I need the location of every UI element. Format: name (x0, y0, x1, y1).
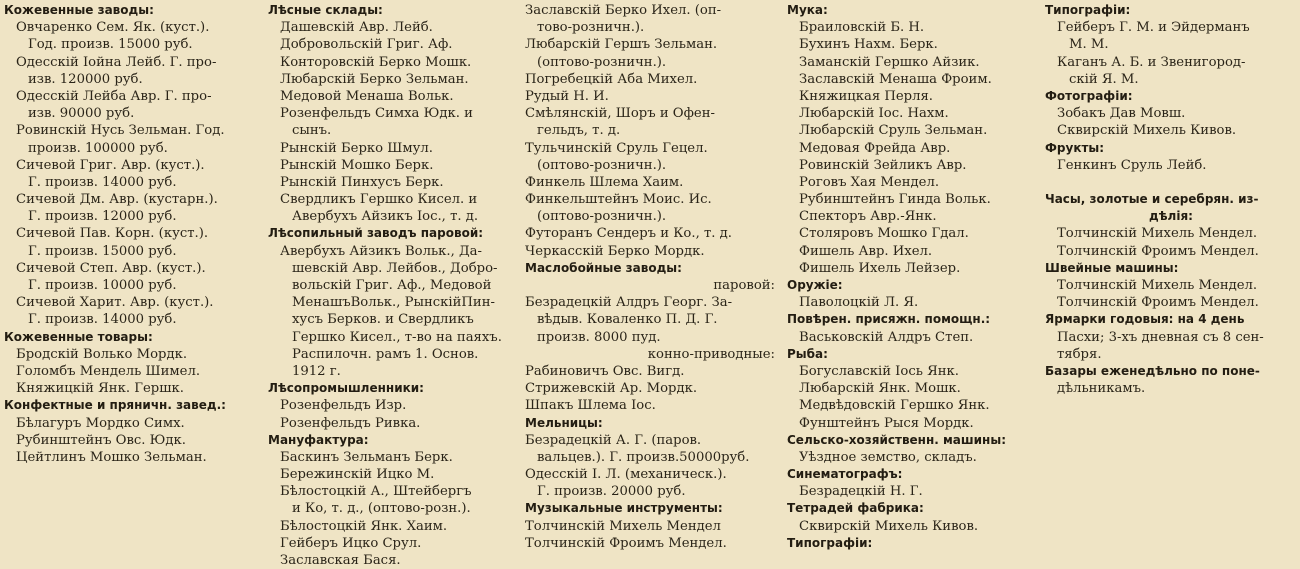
entry-line: Одесскій Лейба Авр. Г. про- (16, 88, 212, 104)
entry-line: Одесскій Іойна Лейб. Г. про- (16, 54, 217, 70)
section-heading: Повѣрен. присяжн. помощн.: (787, 312, 991, 327)
entry-line: Любарскій Янк. Мошк. (799, 381, 961, 397)
entry-line: Рубинштейнъ Овс. Юдк. (16, 432, 186, 448)
entry-line: изв. 90000 руб. (28, 106, 135, 122)
entry-line: Каганъ А. Б. и Звенигород- (1057, 54, 1246, 70)
entry-line: Уѣздное земство, складъ. (799, 449, 977, 465)
entry-line: Авербухъ Айзикъ Вольк., Да- (280, 243, 483, 259)
section-heading: дѣлія: (1149, 209, 1193, 224)
entry-line: Браиловскій Б. Н. (799, 20, 925, 36)
entry-line: Г. произв. 12000 руб. (28, 209, 177, 225)
entry-line: Любарскій Сруль Зельман. (799, 123, 988, 139)
entry-line: Заславская Бася. (280, 553, 401, 568)
section-heading: Лѣсопильный заводъ паровой: (268, 226, 484, 241)
entry-line: Шпакъ Шлема Іос. (525, 398, 656, 414)
entry-line: Роговъ Хая Мендел. (799, 174, 940, 190)
entry-line: Бѣлостоцкій Янк. Хаим. (280, 518, 448, 534)
entry-line: Толчинскій Михель Мендел. (1057, 278, 1258, 293)
entry-line: Зобакъ Дав Мовш. (1057, 106, 1186, 122)
entry-line: скій Я. М. (1069, 71, 1139, 87)
column-5 (1045, 2, 1297, 397)
entry-line: Богуславскій Іось Янк. (799, 363, 959, 379)
entry-line: Толчинскій Фроимъ Мендел. (525, 535, 727, 551)
entry-line: Дашевскій Авр. Лейб. (280, 20, 433, 36)
entry-line: Стрижевскій Ар. Мордк. (525, 381, 698, 397)
entry-line: Свердликъ Гершко Кисел. и (280, 192, 478, 208)
section-heading: Фрукты: (1045, 140, 1105, 155)
entry-line: Овчаренко Сем. Як. (куст.). (16, 20, 210, 36)
entry-line: изв. 120000 руб. (28, 71, 143, 87)
entry-line: произв. 8000 пуд. (537, 329, 661, 345)
entry-line: Княжицкій Янк. Гершк. (16, 381, 184, 397)
entry-line: Спекторъ Авр.-Янк. (799, 209, 937, 225)
entry-line: Бродскій Волько Мордк. (16, 346, 188, 362)
entry-line: Любарскій Берко Зельман. (280, 71, 469, 87)
entry-line: Погребецкій Аба Михел. (525, 71, 698, 87)
section-heading: Тетрадей фабрика: (787, 501, 924, 516)
entry-line: Г. произв. 14000 руб. (28, 312, 177, 328)
entry-line: Баскинъ Зельманъ Берк. (280, 449, 453, 465)
entry-line: Фишель Ихель Лейзер. (799, 260, 961, 276)
entry-line: Распилочн. рамъ 1. Основ. (292, 346, 479, 362)
entry-line: Безрадецкій А. Г. (паров. (525, 432, 702, 448)
section-heading: Типографіи: (787, 535, 873, 550)
entry-line: Добровольскій Григ. Аф. (280, 37, 453, 53)
entry-line: Рудый Н. И. (525, 88, 609, 104)
entry-line: Финкельштейнъ Моис. Ис. (525, 192, 712, 208)
entry-line: Толчинскій Михель Мендел. (1057, 226, 1258, 242)
entry-line: Толчинскій Михель Мендел (525, 518, 721, 534)
entry-line: Футоранъ Сендеръ и Ко., т. д. (525, 226, 732, 242)
entry-line: конно-приводные: (647, 346, 775, 362)
entry-line: Финкель Шлема Хаим. (525, 174, 684, 190)
entry-line: Княжицкая Перля. (799, 88, 933, 104)
entry-line: Авербухъ Айзикъ Іос., т. д. (292, 209, 479, 225)
entry-line: тово-розничн.). (537, 20, 645, 36)
section-heading: Маслобойные заводы: (525, 260, 682, 275)
column-1 (4, 2, 264, 466)
entry-line: Г. произв. 20000 руб. (537, 484, 686, 500)
entry-line: Сичевой Пав. Корн. (куст.). (16, 226, 209, 242)
entry-line: вольскій Григ. Аф., Медовой (292, 278, 492, 293)
entry-line: Конторовскій Берко Мошк. (280, 54, 472, 70)
entry-line: Фунштейнъ Рыся Мордк. (799, 415, 974, 431)
entry-line: Смѣлянскій, Шоръ и Офен- (525, 106, 715, 122)
section-heading: Мануфактура: (268, 432, 369, 447)
entry-line: Розенфельдъ Ривка. (280, 415, 421, 431)
entry-line: Толчинскій Фроимъ Мендел. (1057, 295, 1259, 311)
section-heading: Типографіи: (1045, 3, 1131, 17)
entry-line: хусъ Берков. и Свердликъ (292, 312, 474, 328)
entry-line: (оптово-розничн.). (537, 54, 667, 70)
entry-line: Сквирскій Михель Кивов. (1057, 123, 1237, 139)
entry-line: Рынскій Пинхусъ Берк. (280, 174, 444, 190)
section-heading: Швейные машины: (1045, 260, 1179, 275)
section-heading: Фотографіи: (1045, 88, 1133, 103)
section-heading: Лѣсопромышленники: (268, 381, 424, 396)
entry-line: Заславскій Берко Ихел. (оп- (525, 3, 722, 18)
entry-line: Бухинъ Нахм. Берк. (799, 37, 938, 53)
entry-line: Заславскій Менаша Фроим. (799, 71, 992, 87)
entry-line: Ровинскій Зейликъ Авр. (799, 157, 967, 173)
entry-line: Г. произв. 10000 руб. (28, 278, 177, 293)
section-heading: Музыкальные инструменты: (525, 501, 723, 516)
section-heading: Ярмарки годовыя: на 4 день (1045, 312, 1245, 327)
section-heading: Конфектные и пряничн. завед.: (4, 398, 226, 413)
entry-line: Розенфельдъ Изр. (280, 398, 407, 414)
entry-line: Цейтлинъ Мошко Зельман. (16, 449, 207, 465)
entry-line: Столяровъ Мошко Гдал. (799, 226, 969, 242)
entry-line: Г. произв. 14000 руб. (28, 174, 177, 190)
entry-line: Безрадецкій Н. Г. (799, 484, 923, 500)
entry-line: Паволоцкій Л. Я. (799, 295, 919, 311)
entry-line: Рынскій Мошко Берк. (280, 157, 434, 173)
entry-line: Сичевой Харит. Авр. (куст.). (16, 295, 214, 311)
entry-line: Медвѣдовскій Гершко Янк. (799, 398, 990, 414)
entry-line: тября. (1057, 346, 1102, 362)
entry-line: Рубинштейнъ Гинда Вольк. (799, 192, 991, 208)
entry-line: Год. произв. 15000 руб. (28, 37, 193, 53)
entry-line: Медовая Фрейда Авр. (799, 140, 951, 156)
entry-line: Розенфельдъ Симха Юдк. и (280, 106, 473, 122)
entry-line: произв. 100000 руб. (28, 140, 168, 156)
entry-line: Сичевой Степ. Авр. (куст.). (16, 260, 206, 276)
entry-line: Гейберъ Ицко Срул. (280, 535, 422, 551)
entry-line: Бережинскій Ицко М. (280, 467, 435, 483)
entry-line: Фишель Авр. Ихел. (799, 243, 933, 259)
entry-line: Медовой Менаша Вольк. (280, 88, 454, 104)
column-3 (525, 2, 781, 552)
entry-line: Бѣлостоцкій А., Штейбергъ (280, 484, 472, 500)
entry-line: и Ко, т. д., (оптово-розн.). (292, 501, 471, 517)
entry-line: Ровинскій Нусь Зельман. Год. (16, 123, 225, 139)
entry-line: шевскій Авр. Лейбов., Добро- (292, 260, 498, 276)
entry-line: Сквирскій Михель Кивов. (799, 518, 979, 534)
entry-line: Сичевой Дм. Авр. (кустарн.). (16, 192, 218, 208)
entry-line: Пасхи; 3-хъ дневная съ 8 сен- (1057, 329, 1264, 345)
entry-line: Генкинъ Сруль Лейб. (1057, 157, 1207, 173)
entry-line: гельдъ, т. д. (537, 123, 621, 139)
section-heading: Сельско-хозяйственн. машины: (787, 432, 1006, 447)
section-heading: Синематографъ: (787, 467, 903, 482)
entry-line: Голомбъ Мендель Шимел. (16, 363, 201, 379)
entry-line: (оптово-розничн.). (537, 209, 667, 225)
entry-line: М. М. (1069, 37, 1109, 53)
entry-line: Любарскій Гершъ Зельман. (525, 37, 718, 53)
entry-line: Одесскій I. Л. (механическ.). (525, 467, 727, 483)
section-heading: Базары еженедѣльно по поне- (1045, 363, 1260, 378)
entry-line: (оптово-розничн.). (537, 157, 667, 173)
section-heading: Мука: (787, 3, 828, 17)
entry-line: сынъ. (292, 123, 332, 139)
entry-line: Рабиновичъ Овс. Вигд. (525, 363, 685, 379)
entry-line: 1912 г. (292, 363, 341, 379)
entry-line: Безрадецкій Алдръ Георг. За- (525, 295, 733, 311)
section-heading: Мельницы: (525, 415, 603, 430)
entry-line: Гейберъ Г. М. и Эйдерманъ (1057, 20, 1250, 36)
entry-line: вальцев.). Г. произв.50000руб. (537, 449, 750, 465)
section-heading: Оружіе: (787, 278, 843, 292)
column-4 (787, 2, 1040, 552)
section-heading: Кожевенные товары: (4, 329, 153, 344)
entry-line: Рынскій Берко Шмул. (280, 140, 433, 156)
entry-line: Васьковскій Алдръ Степ. (799, 329, 974, 345)
section-heading: Кожевенные заводы: (4, 3, 154, 17)
entry-line: вѣдыв. Коваленко П. Д. Г. (537, 312, 718, 328)
entry-line: Сичевой Григ. Авр. (куст.). (16, 157, 205, 173)
entry-line: дѣльникамъ. (1057, 381, 1146, 397)
entry-line: Черкасскій Берко Мордк. (525, 243, 705, 259)
column-2 (268, 2, 520, 569)
entry-line: МенашъВольк., РынскійПин- (292, 295, 495, 311)
entry-line: Заманскій Гершко Айзик. (799, 54, 980, 70)
entry-line: паровой: (713, 278, 775, 293)
entry-line: Г. произв. 15000 руб. (28, 243, 177, 259)
entry-line: Бѣлагуръ Мордко Симх. (16, 415, 185, 431)
section-heading: Лѣсные склады: (268, 3, 383, 17)
section-heading: Рыба: (787, 346, 828, 361)
section-heading: Часы, золотые и серебрян. из- (1045, 192, 1259, 207)
entry-line: Толчинскій Фроимъ Мендел. (1057, 243, 1259, 259)
entry-line: Тульчинскій Сруль Гецел. (525, 140, 708, 156)
entry-line (1045, 174, 1297, 191)
entry-line: Любарскій Іос. Нахм. (799, 106, 949, 122)
entry-line: Гершко Кисел., т-во на паяхъ. (292, 329, 502, 345)
